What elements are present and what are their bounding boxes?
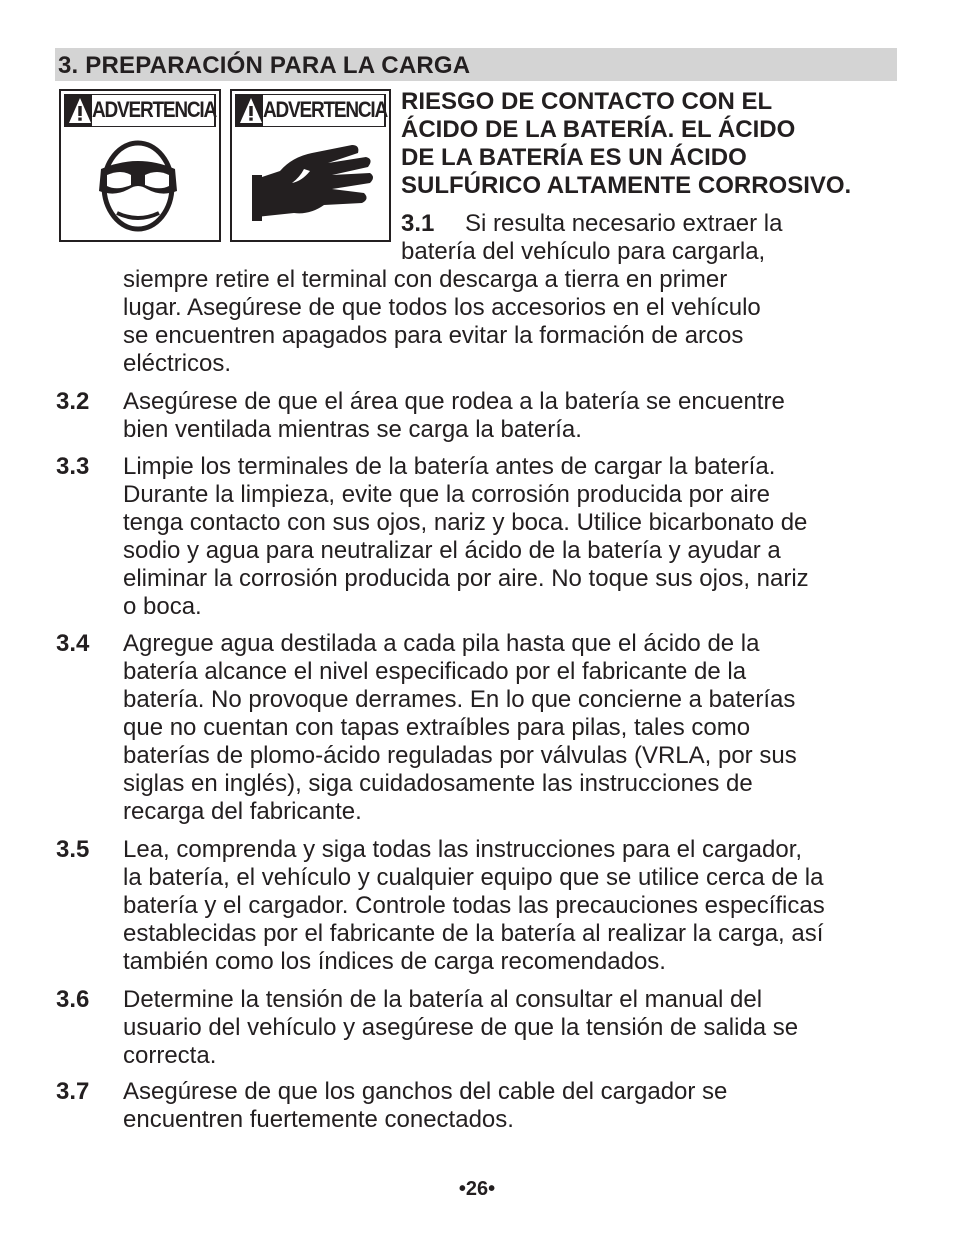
item-3-6-line: correcta. <box>123 1042 217 1069</box>
protective-glove-icon <box>232 131 389 241</box>
item-3-3-line: eliminar la corrosión producida por aire. No toque sus ojos, nariz <box>123 565 809 592</box>
item-3-2-line: bien ventilada mientras se carga la batería. <box>123 416 582 443</box>
warning-heading-line: SULFÚRICO ALTAMENTE CORROSIVO. <box>401 172 852 199</box>
item-3-7-line: encuentren fuertemente conectados. <box>123 1106 514 1133</box>
warning-label-text: ADVERTENCIA <box>92 95 214 126</box>
warning-goggles-box <box>59 89 221 242</box>
warning-heading-line: DE LA BATERÍA ES UN ÁCIDO <box>401 144 747 171</box>
item-3-5-line: también como los índices de carga recomendados. <box>123 948 666 975</box>
item-3-4-line: que no cuentan con tapas extraíbles para pilas, tales como <box>123 714 751 741</box>
item-number-3-1: 3.1 <box>401 210 435 237</box>
item-number-3-2: 3.2 <box>56 388 90 415</box>
item-3-3-line: Durante la limpieza, evite que la corrosión producida por aire <box>123 481 771 508</box>
item-3-6-line: Determine la tensión de la batería al consultar el manual del <box>123 986 763 1013</box>
warning-triangle-icon <box>68 97 92 124</box>
warning-label-text: ADVERTENCIA <box>263 95 384 126</box>
page-number: •26• <box>458 1178 496 1200</box>
item-3-4-line: siglas en inglés), siga cuidadosamente las instrucciones de <box>123 770 753 797</box>
item-number-3-4: 3.4 <box>56 630 90 657</box>
item-number-3-3: 3.3 <box>56 453 90 480</box>
item-number-3-7: 3.7 <box>56 1078 90 1105</box>
item-3-1-line: Si resulta necesario extraer la <box>465 210 783 237</box>
warning-heading-line: ÁCIDO DE LA BATERÍA. EL ÁCIDO <box>401 116 796 143</box>
section-title: 3. PREPARACIÓN PARA LA CARGA <box>58 52 471 79</box>
item-number-3-5: 3.5 <box>56 836 90 863</box>
item-3-4-line: Agregue agua destilada a cada pila hasta que el ácido de la <box>123 630 760 657</box>
item-3-5-line: Lea, comprenda y siga todas las instrucciones para el cargador, <box>123 836 803 863</box>
item-3-3-line: sodio y agua para neutralizar el ácido de la batería y ayudar a <box>123 537 781 564</box>
item-3-1-line: lugar. Asegúrese de que todos los accesorios en el vehículo <box>123 294 761 321</box>
item-3-2-line: Asegúrese de que el área que rodea a la batería se encuentre <box>123 388 785 415</box>
item-3-1-line: eléctricos. <box>123 350 232 377</box>
item-3-1-line: se encuentren apagados para evitar la formación de arcos <box>123 322 744 349</box>
item-3-5-line: la batería, el vehículo y cualquier equipo que se utilice cerca de la <box>123 864 824 891</box>
item-number-3-6: 3.6 <box>56 986 90 1013</box>
item-3-5-line: batería y el cargador. Controle todas las precauciones específicas <box>123 892 825 919</box>
item-3-3-line: Limpie los terminales de la batería antes de cargar la batería. <box>123 453 776 480</box>
item-3-7-line: Asegúrese de que los ganchos del cable del cargador se <box>123 1078 728 1105</box>
item-3-3-line: o boca. <box>123 593 202 620</box>
item-3-4-line: baterías de plomo-ácido reguladas por válvulas (VRLA, por sus <box>123 742 797 769</box>
item-3-4-line: batería. No provoque derrames. En lo que concierne a baterías <box>123 686 796 713</box>
acid-warning-heading <box>401 88 921 200</box>
item-3-1-line: batería del vehículo para cargarla, <box>401 238 766 265</box>
item-3-6-line: usuario del vehículo y asegúrese de que la tensión de salida se <box>123 1014 799 1041</box>
item-3-5-line: establecidas por el fabricante de la batería al realizar la carga, así <box>123 920 824 947</box>
item-3-1-line: siempre retire el terminal con descarga a tierra en primer <box>123 266 728 293</box>
warning-label-banner <box>235 94 386 127</box>
safety-goggles-icon <box>61 131 219 241</box>
warning-label-banner <box>64 94 216 127</box>
item-3-4-line: batería alcance el nivel especificado por el fabricante de la <box>123 658 747 685</box>
section-header <box>55 48 897 81</box>
warning-glove-box <box>230 89 391 242</box>
warning-triangle-icon <box>239 97 263 124</box>
warning-heading-line: RIESGO DE CONTACTO CON EL <box>401 88 773 115</box>
item-3-3-line: tenga contacto con sus ojos, nariz y boca. Utilice bicarbonato de <box>123 509 808 536</box>
item-3-4-line: recarga del fabricante. <box>123 798 362 825</box>
